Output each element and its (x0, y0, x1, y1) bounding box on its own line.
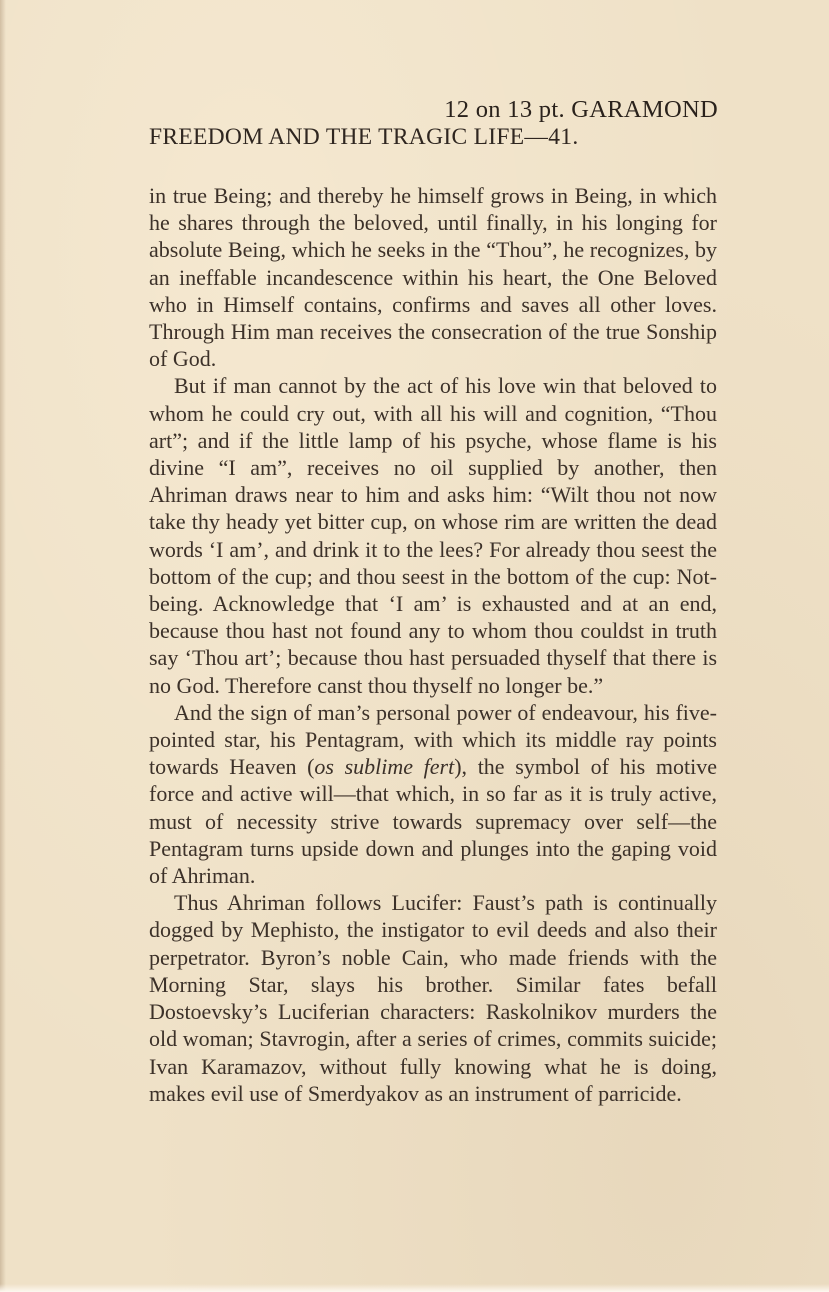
paragraph-1: in true Being; and thereby he himself grows in Being, in which he shares through the beloved, until finally, in his longing for absolute Being, which he seeks in the “Thou”, he recognizes, by an ineffable incandescence within his heart, the One Beloved who in Himself contains, confirms and saves all other loves. Through Him man receives the consecration of the true Sonship of God. (149, 183, 717, 372)
paragraph-2: But if man cannot by the act of his love win that beloved to whom he could cry out, with all his will and cognition, “Thou art”; and if the little lamp of his psyche, whose flame is his divine “I am”, receives no oil supplied by another, then Ahriman draws near to him and asks him: “Wilt thou not now take thy heady yet bitter cup, on whose rim are written the dead words ‘I am’, and drink it to the lees? For already thou seest the bottom of the cup; and thou seest in the bottom of the cup: Not-being. Acknowledge that ‘I am’ is exhausted and at an end, because thou hast not found any to whom thou couldst in truth say ‘Thou art’; because thou hast persuaded thyself that there is no God. Therefore canst thou thyself no longer be.” (149, 373, 717, 698)
body-text (149, 182, 717, 1107)
latin-phrase: os sublime fert (314, 754, 455, 780)
running-head: FREEDOM AND THE TRAGIC LIFE—41. (149, 124, 579, 150)
paragraph-4: Thus Ahriman follows Lucifer: Faust’s path is continually dogged by Mephisto, the instigator to evil deeds and also their perpetrator. Byron’s noble Cain, who made friends with the Morning Star, slays his brother. Similar fates befall Dostoevsky’s Luciferian characters: Raskolnikov murders the old woman; Stavrogin, after a series of crimes, commits suicide; Ivan Karamazov, without fully knowing what he is doing, makes evil use of Smerdyakov as an instrument of parricide. (149, 890, 717, 1106)
page-edge-shadow (0, 0, 6, 1292)
paragraph-3-text-after: ), the symbol of his motive force and active will—that which, in so far as it is truly active, must of necessity strive towards supremacy over self—the Pentagram turns upside down and plunges into the gaping void of Ahriman. (149, 754, 717, 889)
paragraph-3 (149, 699, 717, 889)
paragraph-3-text-before: And the sign of man’s personal power of endeavour, his five-pointed star, his Pentagram, with which its middle ray points towards Heaven ( (149, 699, 717, 780)
page-bottom-edge (0, 1284, 829, 1292)
typeface-note: 12 on 13 pt. GARAMOND (444, 96, 718, 123)
